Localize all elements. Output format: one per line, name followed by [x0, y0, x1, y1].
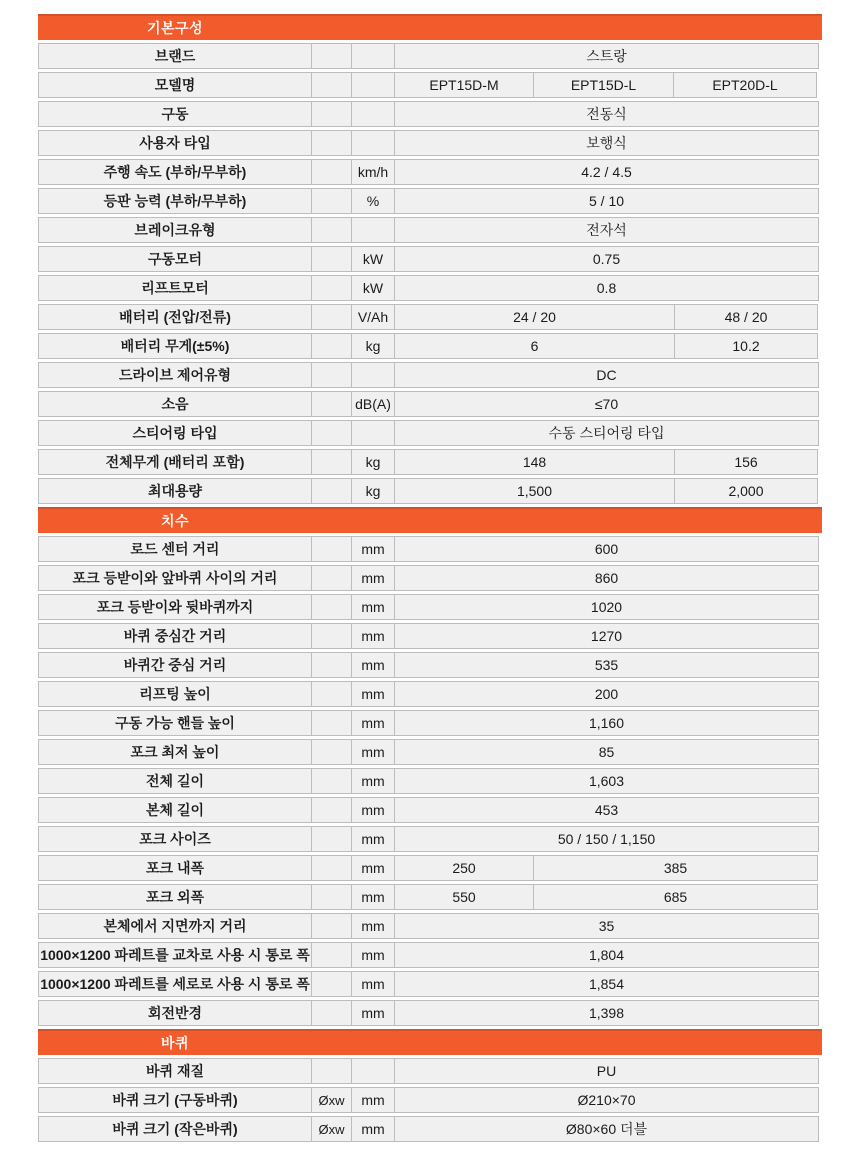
value-cell: 2,000 — [674, 478, 818, 504]
unit-symbol-cell — [311, 159, 352, 185]
unit-cell: mm — [351, 913, 395, 939]
value-cell: 전동식 — [394, 101, 819, 127]
table-row — [38, 942, 822, 968]
value-cell: 200 — [394, 681, 819, 707]
row-label: 바퀴간 중심 거리 — [38, 652, 312, 678]
value-cell: 보행식 — [394, 130, 819, 156]
unit-symbol-cell — [311, 333, 352, 359]
unit-symbol-cell — [311, 478, 352, 504]
value-cell: 24 / 20 — [394, 304, 675, 330]
unit-cell — [351, 130, 395, 156]
unit-cell: mm — [351, 971, 395, 997]
unit-symbol-cell — [311, 913, 352, 939]
row-label: 구동 가능 핸들 높이 — [38, 710, 312, 736]
value-cell: 860 — [394, 565, 819, 591]
value-cell: 10.2 — [674, 333, 818, 359]
unit-symbol-cell — [311, 101, 352, 127]
unit-cell: kW — [351, 246, 395, 272]
row-label: 포크 최저 높이 — [38, 739, 312, 765]
unit-cell: mm — [351, 565, 395, 591]
value-cell: 1,854 — [394, 971, 819, 997]
unit-symbol-cell — [311, 623, 352, 649]
row-label: 구동모터 — [38, 246, 312, 272]
unit-cell: mm — [351, 942, 395, 968]
section-header — [38, 1029, 822, 1055]
value-cell: 1020 — [394, 594, 819, 620]
section-header — [38, 14, 822, 40]
table-row — [38, 159, 822, 185]
row-label: 등판 능력 (부하/무부하) — [38, 188, 312, 214]
row-label: 브랜드 — [38, 43, 312, 69]
unit-cell: mm — [351, 710, 395, 736]
row-label: 모델명 — [38, 72, 312, 98]
unit-symbol-cell — [311, 797, 352, 823]
row-label: 배터리 (전압/전류) — [38, 304, 312, 330]
unit-symbol-cell — [311, 768, 352, 794]
table-row — [38, 1087, 822, 1113]
value-cell: 685 — [533, 884, 818, 910]
value-cell: 1,160 — [394, 710, 819, 736]
table-row — [38, 101, 822, 127]
row-label: 1000×1200 파레트를 교차로 사용 시 통로 폭 — [38, 942, 312, 968]
unit-symbol-cell — [311, 1000, 352, 1026]
unit-cell: mm — [351, 826, 395, 852]
unit-cell: mm — [351, 797, 395, 823]
value-cell: 전자석 — [394, 217, 819, 243]
unit-cell: mm — [351, 1116, 395, 1142]
unit-symbol-cell — [311, 739, 352, 765]
row-label: 최대용량 — [38, 478, 312, 504]
unit-cell — [351, 72, 395, 98]
unit-symbol-cell: Øxw — [311, 1116, 352, 1142]
unit-cell: kg — [351, 449, 395, 475]
unit-cell: % — [351, 188, 395, 214]
value-cell: 85 — [394, 739, 819, 765]
unit-cell — [351, 217, 395, 243]
row-label: 포크 등받이와 뒷바퀴까지 — [38, 594, 312, 620]
table-row — [38, 855, 822, 881]
table-row — [38, 1058, 822, 1084]
unit-symbol-cell — [311, 449, 352, 475]
unit-cell: mm — [351, 739, 395, 765]
value-cell: 250 — [394, 855, 534, 881]
value-cell: 50 / 150 / 1,150 — [394, 826, 819, 852]
unit-symbol-cell — [311, 884, 352, 910]
row-label: 소음 — [38, 391, 312, 417]
table-row — [38, 304, 822, 330]
value-cell: 35 — [394, 913, 819, 939]
value-cell: 6 — [394, 333, 675, 359]
unit-symbol-cell — [311, 681, 352, 707]
unit-cell: mm — [351, 536, 395, 562]
value-cell: 48 / 20 — [674, 304, 818, 330]
value-cell: 4.2 / 4.5 — [394, 159, 819, 185]
section-title: 바퀴 — [160, 1035, 190, 1051]
value-cell: 1,804 — [394, 942, 819, 968]
section-header — [38, 507, 822, 533]
table-row — [38, 43, 822, 69]
table-row — [38, 188, 822, 214]
unit-symbol-cell — [311, 942, 352, 968]
unit-cell — [351, 362, 395, 388]
table-row — [38, 246, 822, 272]
unit-cell: mm — [351, 1000, 395, 1026]
unit-cell: mm — [351, 594, 395, 620]
table-row — [38, 623, 822, 649]
unit-symbol-cell — [311, 565, 352, 591]
row-label: 바퀴 재질 — [38, 1058, 312, 1084]
row-label: 포크 등받이와 앞바퀴 사이의 거리 — [38, 565, 312, 591]
row-label: 스티어링 타입 — [38, 420, 312, 446]
table-row — [38, 130, 822, 156]
value-cell: EPT15D-M — [394, 72, 534, 98]
section-title: 기본구성 — [146, 20, 204, 36]
value-cell: 385 — [533, 855, 818, 881]
table-row — [38, 797, 822, 823]
value-cell: 550 — [394, 884, 534, 910]
unit-symbol-cell — [311, 1058, 352, 1084]
table-row — [38, 565, 822, 591]
value-cell: 1270 — [394, 623, 819, 649]
value-cell: Ø80×60 더블 — [394, 1116, 819, 1142]
value-cell: 453 — [394, 797, 819, 823]
row-label: 사용자 타입 — [38, 130, 312, 156]
unit-symbol-cell — [311, 217, 352, 243]
value-cell: 5 / 10 — [394, 188, 819, 214]
row-label: 본체 길이 — [38, 797, 312, 823]
unit-cell — [351, 43, 395, 69]
unit-cell — [351, 1058, 395, 1084]
unit-cell: kW — [351, 275, 395, 301]
unit-symbol-cell — [311, 652, 352, 678]
value-cell: 0.75 — [394, 246, 819, 272]
unit-symbol-cell — [311, 362, 352, 388]
section-title: 치수 — [160, 513, 190, 529]
value-cell: Ø210×70 — [394, 1087, 819, 1113]
row-label: 바퀴 크기 (구동바퀴) — [38, 1087, 312, 1113]
unit-symbol-cell — [311, 130, 352, 156]
row-label: 바퀴 크기 (작은바퀴) — [38, 1116, 312, 1142]
spec-table — [38, 14, 822, 1145]
unit-cell: kg — [351, 478, 395, 504]
value-cell: 1,500 — [394, 478, 675, 504]
row-label: 바퀴 중심간 거리 — [38, 623, 312, 649]
value-cell: PU — [394, 1058, 819, 1084]
row-label: 회전반경 — [38, 1000, 312, 1026]
unit-symbol-cell — [311, 275, 352, 301]
row-label: 구동 — [38, 101, 312, 127]
value-cell: 600 — [394, 536, 819, 562]
value-cell: 0.8 — [394, 275, 819, 301]
table-row — [38, 362, 822, 388]
unit-symbol-cell — [311, 855, 352, 881]
row-label: 리프트모터 — [38, 275, 312, 301]
table-row — [38, 333, 822, 359]
unit-cell: mm — [351, 884, 395, 910]
value-cell: 156 — [674, 449, 818, 475]
unit-symbol-cell — [311, 710, 352, 736]
unit-cell: V/Ah — [351, 304, 395, 330]
table-row — [38, 217, 822, 243]
table-row — [38, 391, 822, 417]
table-row — [38, 768, 822, 794]
row-label: 배터리 무게(±5%) — [38, 333, 312, 359]
unit-symbol-cell — [311, 188, 352, 214]
unit-cell — [351, 101, 395, 127]
table-row — [38, 275, 822, 301]
unit-symbol-cell — [311, 391, 352, 417]
table-row — [38, 420, 822, 446]
value-cell: EPT15D-L — [533, 72, 674, 98]
table-row — [38, 594, 822, 620]
unit-cell: mm — [351, 768, 395, 794]
value-cell: 스트랑 — [394, 43, 819, 69]
value-cell: DC — [394, 362, 819, 388]
unit-cell: dB(A) — [351, 391, 395, 417]
row-label: 전체무게 (배터리 포함) — [38, 449, 312, 475]
unit-cell: km/h — [351, 159, 395, 185]
table-row — [38, 826, 822, 852]
value-cell: 1,603 — [394, 768, 819, 794]
row-label: 전체 길이 — [38, 768, 312, 794]
table-row — [38, 1000, 822, 1026]
unit-symbol-cell — [311, 420, 352, 446]
unit-symbol-cell — [311, 72, 352, 98]
value-cell: ≤70 — [394, 391, 819, 417]
value-cell: 수동 스티어링 타입 — [394, 420, 819, 446]
value-cell: 148 — [394, 449, 675, 475]
table-row — [38, 739, 822, 765]
row-label: 1000×1200 파레트를 세로로 사용 시 통로 폭 — [38, 971, 312, 997]
unit-cell: mm — [351, 623, 395, 649]
row-label: 포크 내폭 — [38, 855, 312, 881]
table-row — [38, 884, 822, 910]
unit-symbol-cell — [311, 971, 352, 997]
table-row — [38, 710, 822, 736]
unit-symbol-cell — [311, 246, 352, 272]
table-row — [38, 449, 822, 475]
row-label: 주행 속도 (부하/무부하) — [38, 159, 312, 185]
unit-cell: kg — [351, 333, 395, 359]
table-row — [38, 478, 822, 504]
row-label: 드라이브 제어유형 — [38, 362, 312, 388]
unit-symbol-cell — [311, 43, 352, 69]
table-row — [38, 1116, 822, 1142]
unit-cell: mm — [351, 855, 395, 881]
unit-symbol-cell — [311, 826, 352, 852]
table-row — [38, 652, 822, 678]
value-cell: EPT20D-L — [673, 72, 817, 98]
unit-symbol-cell — [311, 304, 352, 330]
table-row — [38, 72, 822, 98]
unit-cell: mm — [351, 652, 395, 678]
unit-cell — [351, 420, 395, 446]
row-label: 포크 사이즈 — [38, 826, 312, 852]
unit-symbol-cell — [311, 536, 352, 562]
unit-symbol-cell — [311, 594, 352, 620]
row-label: 포크 외폭 — [38, 884, 312, 910]
unit-cell: mm — [351, 681, 395, 707]
row-label: 브레이크유형 — [38, 217, 312, 243]
row-label: 본체에서 지면까지 거리 — [38, 913, 312, 939]
value-cell: 535 — [394, 652, 819, 678]
table-row — [38, 971, 822, 997]
table-row — [38, 681, 822, 707]
table-row — [38, 913, 822, 939]
row-label: 로드 센터 거리 — [38, 536, 312, 562]
table-row — [38, 536, 822, 562]
value-cell: 1,398 — [394, 1000, 819, 1026]
unit-symbol-cell: Øxw — [311, 1087, 352, 1113]
unit-cell: mm — [351, 1087, 395, 1113]
row-label: 리프팅 높이 — [38, 681, 312, 707]
